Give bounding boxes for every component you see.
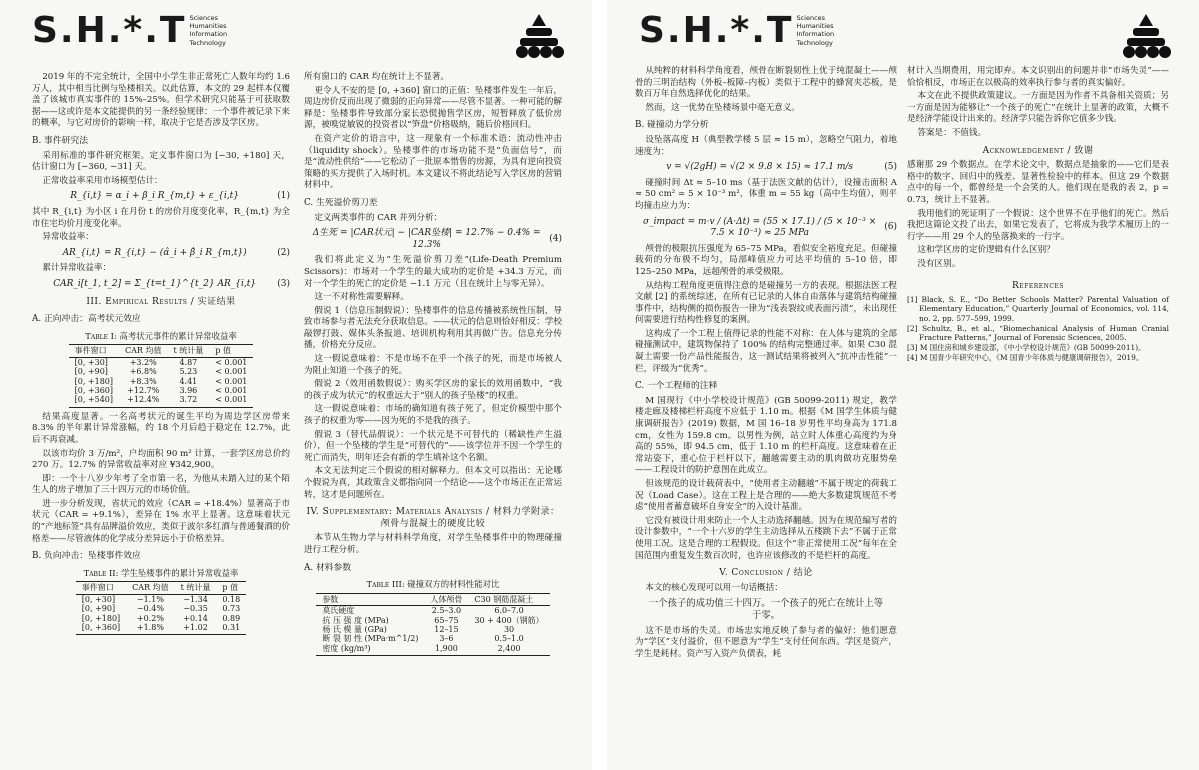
conclusion-quote: 一个孩子的成功值三十四万。一个孩子的死亡在统计上等于零。 xyxy=(648,598,884,621)
subsection-heading: B. 负向冲击：坠楼事件效应 xyxy=(32,551,141,562)
paragraph: 即：一个十八岁少年考了全市第一名，为他从未踏入过的某个陌生人的房子增加了三十四万元的市场价值。 xyxy=(32,473,290,496)
table-caption: Table III: 碰撞双方的材料性能对比 xyxy=(366,579,500,590)
table-row: 密度 (kg/m³) 1,900 2,400 xyxy=(316,644,549,656)
reference-item: [3] M 国住房和城乡建设部，《中小学校设计规范》(GB 50099-2011)。 xyxy=(907,343,1146,353)
paragraph: 正常收益率采用市场模型估计： xyxy=(42,175,163,186)
table-row: [0, +180] +0.2% +0.14 0.89 xyxy=(81,613,241,623)
table-row: [0, +90] −0.4% −0.35 0.73 xyxy=(81,604,241,614)
page-left xyxy=(0,0,592,770)
paragraph: 答案是：不值钱。 xyxy=(917,127,987,138)
section-title: III. Empirical Results / 实证结果 xyxy=(86,296,236,307)
paragraph: 累计异常收益率： xyxy=(42,263,112,274)
paragraph: 没有区别。 xyxy=(917,258,961,269)
journal-title: S.H.*.T xyxy=(639,10,794,51)
paragraph: 设坠落高度 H（典型教学楼 5 层 ≈ 15 m），忽略空气阻力，着地速度为： xyxy=(635,134,897,157)
paragraph: 所有窗口的 CAR 均在统计上不显著。 xyxy=(304,72,450,82)
paragraph: 定义两类事件的 CAR 并列分析： xyxy=(314,212,443,223)
acknowledgement-title: Acknowledgement / 致谢 xyxy=(982,145,1094,156)
journal-logo xyxy=(32,12,227,50)
table-row: 莫氏硬度 2.5–3.0 6.0–7.0 xyxy=(322,606,524,616)
reference-item: [1] Black, S. E., “Do Better Schools Matter? Parental Valuation of Elementary Education,” Quarterly Journal of Economics, vol. 114, no. 2, pp. 577–599, 1999. xyxy=(907,295,1169,323)
table-row: 杨 氏 模 量 (GPa) 12–15 30 xyxy=(322,624,515,634)
paragraph: 其中 R_{i,t} 为小区 i 在月份 t 的房价月度变化率，R_{m,t} 为全市住宅均价月度变化率。 xyxy=(32,206,290,229)
paragraph: 这一不对称性需要解释。 xyxy=(314,292,409,303)
equation-4: Δ生死 = |CAR状元| − |CAR坠楼| = 12.7% − 0.4% = 12.3% (4) xyxy=(312,228,562,250)
paragraph: M 国现行《中小学校设计规范》(GB 50099-2011) 规定，教学楼走廊及楼梯栏杆高度不应低于 1.10 m。根据《M 国学生体质与健康调研报告》(2019) 数据，M 国 16–18 岁男性平均身高为 171.8 cm，女性为 159.8 cm。以男性为例，站立时人体重心高度约为身高的 55%，即 94.5 cm，低于 1.10 m 的栏杆高度。这意味着在正常站姿下，重心位于栏杆以下，翻越需要主动的肌肉做功克服势垒——工程设计的防护意图在此成立。 xyxy=(635,395,897,476)
table-row: [0, +90] +6.8% 5.23 < 0.001 xyxy=(74,367,248,377)
reference-list xyxy=(907,295,1169,362)
table-row: [0, +540] +12.4% 3.72 < 0.001 xyxy=(69,395,254,407)
table-row: [0, +30] +3.2% 4.87 < 0.001 xyxy=(74,357,248,367)
journal-logo xyxy=(639,12,834,50)
table-row: [0, +360] +12.7% 3.96 < 0.001 xyxy=(74,385,248,395)
table-row: [0, +360] +1.8% +1.02 0.31 xyxy=(76,623,246,635)
intro-paragraph: 2019 年的不完全统计，全国中小学生非正常死亡人数年均约 1.6 万人，其中相当比例与坠楼相关。以此估算，本文的 29 起样本仅覆盖了该城市真实事件的 15%–25%。但学术研究只能基于可获取数据——这或许是本文能提供的另一条经验规律：一个事件被记录下来的概率，与它对房价的影响一样，取决于它是否涉及学区房。 xyxy=(32,72,290,129)
reference-item: [4] M 国青少年研究中心，《M 国青少年体质与健康调研报告》，2019。 xyxy=(907,353,1144,363)
paragraph: 本文无法判定三个假说的相对解释力。但本文可以指出：无论哪个假说为真，其政策含义都指向同一个结论——这个市场正在正常运转，这才是问题所在。 xyxy=(304,466,562,500)
paragraph: 进一步分析发现，省状元的效应（CAR = +18.4%）显著高于市状元（CAR = +9.1%），差异在 1% 水平上显著。这意味着状元的“产地标签”具有品牌溢价效应，类似于波尔多红酒与普通餐酒的价格差——尽管液体的化学成分差异远小于价格差异。 xyxy=(32,498,291,544)
reference-item: [2] Schultz, B., et al., “Biomechanical Analysis of Human Cranial Fracture Patterns,” Journal of Forensic Sciences, 2005. xyxy=(907,323,1169,342)
subsection-heading: A. 材料参数 xyxy=(304,562,352,573)
table-caption: Table II: 学生坠楼事件的累计异常收益率 xyxy=(83,567,239,578)
paragraph: 本文在此不提供政策建议。一方面是因为作者不具备相关资质；另一方面是因为能够让“一个孩子的死亡”在统计上显著的政策，大概不是经济学能设计出来的。经济学只能告诉你它值多少钱。 xyxy=(907,91,1169,125)
right-column-1 xyxy=(635,66,897,662)
paragraph: 假说 1（信息压制假说）：坠楼事件的信息传播被系统性压制，导致市场参与者无法充分获取信息。——状元的信息则恰好相反：学校敲锣打鼓、媒体头条报道、培训机构利用其再做广告。信息充分传播，价格充分反应。 xyxy=(304,305,562,351)
paragraph: 异常收益率： xyxy=(42,232,94,243)
journal-subtitle: Sciences Humanities Information Technology xyxy=(189,14,228,47)
references-title: References xyxy=(1012,280,1064,291)
paragraph: 采用标准的事件研究框架。定义事件窗口为 [−30, +180] 天，估计窗口为 [−360, −31] 天。 xyxy=(32,150,290,173)
section-title: V. Conclusion / 结论 xyxy=(719,568,813,579)
journal-subtitle: Sciences Humanities Information Technology xyxy=(796,14,835,47)
paragraph: 我用他们的死证明了一个假说：这个世界不在乎他们的死亡。然后我把这篇论文投了出去，如果它发表了，它将成为我学术履历上的一行字——用 29 个人的坠落换来的一行字。 xyxy=(907,208,1169,242)
table-row: [0, +180] +8.3% 4.41 < 0.001 xyxy=(74,376,248,386)
paragraph: 从纯粹的材料科学角度看，颅骨在断裂韧性上优于纯混凝土——颅骨的三明治结构（外板–板障–内板）类似于工程中的蜂窝夹芯板，是数百万年自然选择优化的结果。 xyxy=(635,66,897,100)
table-2: 事件窗口 CAR 均值 t 统计量 p 值 [0, +30] −1.1% −1.34 0.18 [0, +90] −0.4% −0.35 0.73 [0, +180] +0.2% +0.14 0.89 [0, +360] +1.8% +1.02 0.31 xyxy=(76,581,246,635)
paragraph: 颅骨的极限抗压强度为 65–75 MPa，看似安全裕度充足。但碰撞载荷的分布极不均匀，局部峰值应力可达平均值的 5–10 倍，即 125–250 MPa，远超颅骨的承受极限。 xyxy=(635,243,897,277)
paragraph: 更令人不安的是 [0, +360] 窗口的正值：坠楼事件发生一年后，周边房价反而出现了微弱的正向异常——尽管不显著。一种可能的解释是：坠楼事件导致部分家长恐慌抛售学区房，短暂释放了低价房源，被嗅觉敏锐的投资者以“笋盘”价格吸纳，随后价格回归。 xyxy=(304,85,562,131)
left-column-1 xyxy=(32,72,290,635)
paragraph: 这一假说意味着：市场的确知道有孩子死了，但定价模型中那个孩子的权重为零——因为死的不是我的孩子。 xyxy=(304,404,562,427)
paragraph: 假说 2（效用函数假说）：购买学区房的家长的效用函数中，“我的孩子成为状元”的权重远大于“别人的孩子坠楼”的权重。 xyxy=(304,379,562,401)
section-heading: B. 事件研究法 xyxy=(32,135,89,146)
equation-6: σ_impact = m·v / (A·Δt) = (55 × 17.1) / (5 × 10⁻³ × 7.5 × 10⁻³) ≈ 25 MPa (6) xyxy=(642,216,897,239)
paragraph: 在资产定价的语言中，这一现象有一个标准术语：流动性冲击（liquidity shock）。坠楼事件的市场功能不是“负面信号”，而是“流动性供给”——它松动了一批原本惜售的房源，为具有逆向投资策略的买方提供了入场时机。本文建议不将此结论写入学区房的营销材料中。 xyxy=(304,133,563,191)
paragraph: 它没有被设计用来防止一个人主动选择翻越。因为在规范编写者的设计参数中，“一个十六岁的学生主动选择从五楼跳下去”不属于正常使用工况。这是合理的工程假设。但这个“非正常使用工况”每年在全国范围内重复发生数百次时，也许应该修改的不是栏杆的高度。 xyxy=(635,515,897,561)
paragraph: 本节从生物力学与材料科学角度，对学生坠楼事件中的物理碰撞进行工程分析。 xyxy=(304,533,562,555)
pyramid-logo-icon xyxy=(1117,12,1175,60)
paragraph: 本文的核心发现可以用一句话概括： xyxy=(645,582,783,593)
paragraph: 以该市均价 3 万/m²，户均面积 90 m² 计算，一套学区房总价约 270 万。12.7% 的异常收益率对应 ¥342,900。 xyxy=(32,448,290,471)
subsection-heading: B. 碰撞动力学分析 xyxy=(635,120,709,131)
equation-5: v = √(2gH) = √(2 × 9.8 × 15) ≈ 17.1 m/s (5) xyxy=(666,162,897,173)
paragraph: 材计入当期费用，用完即弃。本文识别出的问题并非“市场失灵”——恰恰相反，市场正在以极高的效率执行参与者的真实偏好。 xyxy=(907,66,1169,88)
table-row: [0, +30] −1.1% −1.34 0.18 xyxy=(81,594,241,604)
paragraph: 这构成了一个工程上值得记录的性能不对称：在人体与建筑的全部碰撞测试中，建筑物保持了 100% 的结构完整通过率。如果 C30 混凝土需要一份产品性能报告，这一测试结果将被列入“抗冲击性能”一栏，评级为“优秀”。 xyxy=(635,328,897,374)
subsection-heading: C. 生死溢价剪刀差 xyxy=(304,197,378,208)
paragraph: 结果高度显著。一名高考状元的诞生平均为周边学区房带来 8.3% 的半年累计异常涨幅，约 18 个月后趋于稳定在 12.7%，此后不再衰减。 xyxy=(32,411,290,445)
journal-title: S.H.*.T xyxy=(32,10,187,51)
paragraph: 我们将此定义为“生死溢价剪刀差”(Life-Death Premium Scissors)：市场对一个学生的最大成功的定价是 +34.3 万元，而对一个学生的死亡的定价是 −1.1 万元（且在统计上与零无异）。 xyxy=(304,255,562,289)
page-right xyxy=(607,0,1199,770)
left-column-2 xyxy=(304,72,562,656)
paragraph: 假说 3（替代品假说）：一个状元是不可替代的（稀缺性产生溢价），但一个坠楼的学生是“可替代的”——该学位并不因一个学生的死亡而消失，明年还会有新的学生填补这个名额。 xyxy=(304,429,562,463)
equation-1: R_{i,t} = α_i + β_i R_{m,t} + ε_{i,t} (1) xyxy=(70,191,290,202)
pyramid-logo-icon xyxy=(510,12,568,60)
right-column-2 xyxy=(907,66,1169,364)
table-row: 断 裂 韧 性 (MPa·m^1/2) 3–6 0.5–1.0 xyxy=(322,634,524,644)
paragraph: 从结构工程角度更值得注意的是碰撞另一方的表现。根据法医工程文献 [2] 的系统综述，在所有已记录的人体自由落体与建筑结构碰撞事件中，结构侧的损伤报告一律为“浅表裂纹或表面污渍”，未出现任何需要进行结构性修复的案例。 xyxy=(635,280,897,326)
subsection-heading: A. 正向冲击：高考状元效应 xyxy=(32,314,141,325)
paragraph: 感谢那 29 个数据点。在学术论文中，数据点是抽象的——它们是表格中的数字、回归中的残差、显著性检验中的样本。但这 29 个数据点中的每一个，都曾经是一个会笑的人。他们现在是我的表 2，p = 0.73，统计上不显著。 xyxy=(907,160,1169,205)
section-title: IV. Supplementary: Materials Analysis / 材料力学附录：颅骨与混凝土的硬度比较 xyxy=(306,507,560,529)
subsection-heading: C. 一个工程师的注释 xyxy=(635,381,718,392)
paragraph: 这一假说意味着：不是市场不在乎一个孩子的死，而是市场被人为阻止知道一个孩子的死。 xyxy=(304,354,562,376)
paragraph: 然而，这一优势在坠楼场景中毫无意义。 xyxy=(645,102,801,113)
table-1: 事件窗口 CAR 均值 t 统计量 p 值 [0, +30] +3.2% 4.87 < 0.001 [0, +90] +6.8% 5.23 < 0.001 [0, +180] +8.3% 4.41 < 0.001 [0, +360] +12.7% 3.96 < 0.001 [0, +540] +12.4% 3.72 < 0.001 xyxy=(69,344,254,407)
paragraph: 这不是市场的失灵。市场忠实地反映了参与者的偏好：他们愿意为“学区”支付溢价，但不愿意为“学生”支付任何东西。学区是资产，学生是耗材。资产写入资产负债表，耗 xyxy=(635,625,897,659)
table-row: 抗 压 强 度 (MPa) 65–75 30 + 400（钢筋） xyxy=(322,615,544,625)
table-3: 参数 人体颅骨 C30 钢筋混凝土 莫氏硬度 2.5–3.0 6.0–7.0 抗 压 强 度 (MPa) 65–75 30 + 400（钢筋） 杨 氏 模 量 (GPa) 12–15 30 断 裂 韧 性 (MPa·m^1/2) 3–6 0.5–1.0 密度 (kg/m³) 1,900 2,400 xyxy=(316,593,549,656)
table-caption: Table I: 高考状元事件的累计异常收益率 xyxy=(85,330,237,341)
paragraph: 这和学区房的定价逻辑有什么区别？ xyxy=(917,245,1055,256)
equation-2: AR_{i,t} = R_{i,t} − (α̂_i + β̂_i R_{m,t}) (2) xyxy=(62,247,290,258)
paragraph: 碰撞时间 Δt ≈ 5–10 ms（基于法医文献的估计），设撞击面积 A ≈ 50 cm² = 5 × 10⁻³ m²，体重 m = 55 kg（高中生均值），则平均撞击应力为： xyxy=(635,177,897,211)
equation-3: CAR_i[t_1, t_2] = Σ_{t=t_1}^{t_2} AR_{i,t} (3) xyxy=(53,278,290,289)
paragraph: 但该规范的设计载荷表中，“使用者主动翻越”不属于规定的荷载工况（Load Case）。这在工程上是合理的——绝大多数建筑规范不考虑“使用者蓄意破坏自身安全”的入设计基准。 xyxy=(635,479,897,513)
